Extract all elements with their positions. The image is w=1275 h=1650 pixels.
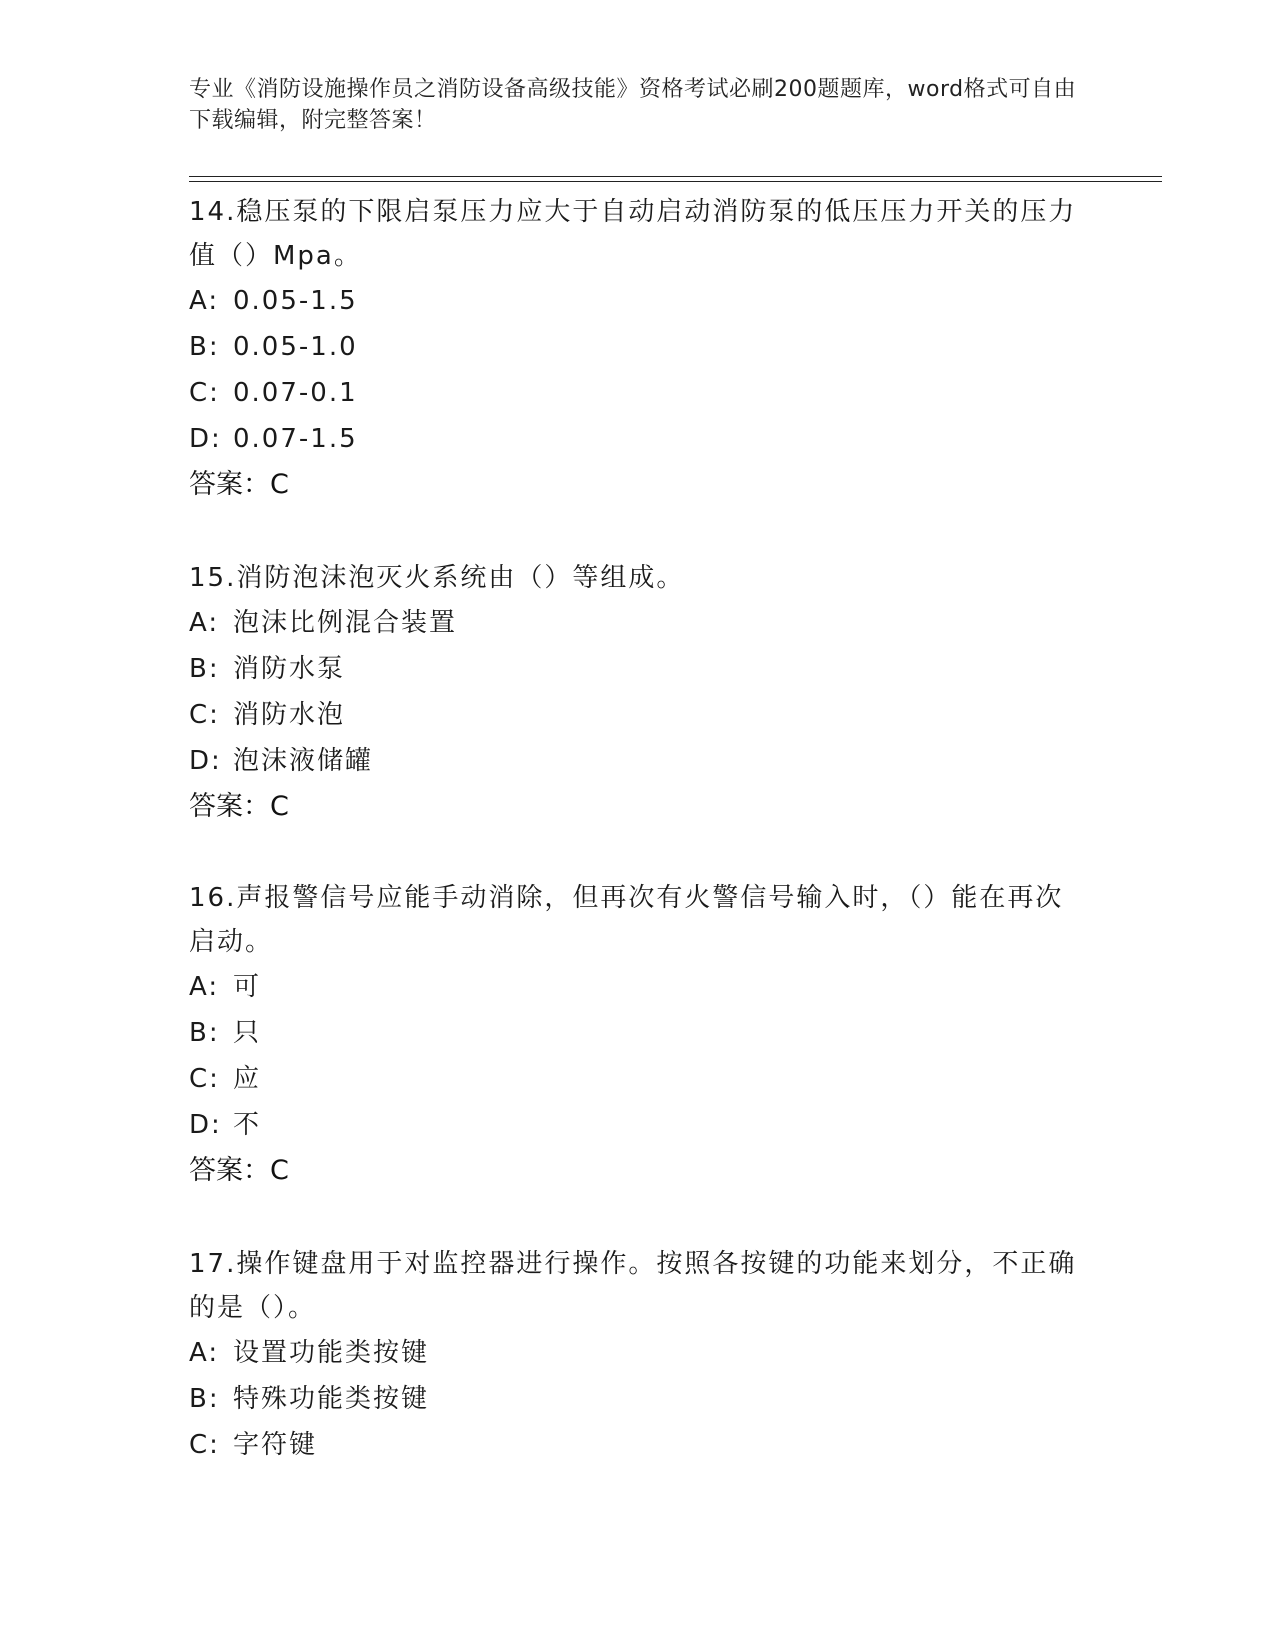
option-key: B: [189, 1018, 220, 1048]
option-key: A: [189, 608, 220, 638]
option-text: 应 [233, 1064, 262, 1094]
option-key: D: [189, 746, 222, 776]
option-a [189, 964, 1089, 1010]
option-key: D: [189, 424, 222, 454]
option-c [189, 370, 1089, 416]
option-key: A: [189, 286, 220, 316]
option-key: B: [189, 654, 220, 684]
document-header: 专业《消防设施操作员之消防设备高级技能》资格考试必刷200题题库，word格式可自由下载编辑，附完整答案！ [189, 77, 1077, 133]
option-key: A: [189, 972, 220, 1002]
header-divider-bottom [189, 181, 1162, 182]
option-text: 泡沫液储罐 [233, 746, 374, 776]
question-15 [189, 556, 1089, 830]
option-text: 不 [233, 1110, 262, 1140]
question-14 [189, 190, 1089, 508]
option-text: 可 [233, 972, 262, 1002]
option-key: A: [189, 1338, 220, 1368]
option-text: 特殊功能类按键 [233, 1384, 430, 1414]
answer-line: 答案：C [189, 791, 289, 822]
option-c [189, 692, 1089, 738]
option-key: B: [189, 332, 220, 362]
option-text: 设置功能类按键 [233, 1338, 430, 1368]
option-d [189, 416, 1089, 462]
option-key: D: [189, 1110, 222, 1140]
option-b [189, 1010, 1089, 1056]
option-text: 0.07-0.1 [233, 378, 358, 408]
option-a [189, 278, 1089, 324]
option-d [189, 1102, 1089, 1148]
option-key: C: [189, 1430, 220, 1460]
option-text: 字符键 [233, 1430, 318, 1460]
question-stem: 17.操作键盘用于对监控器进行操作。按照各按键的功能来划分，不正确的是（）。 [189, 1249, 1077, 1323]
option-b [189, 324, 1089, 370]
question-16 [189, 876, 1089, 1194]
option-text: 0.05-1.0 [233, 332, 358, 362]
option-key: C: [189, 1064, 220, 1094]
option-text: 消防水泵 [233, 654, 346, 684]
option-text: 0.05-1.5 [233, 286, 358, 316]
option-b [189, 1376, 1089, 1422]
question-stem: 16.声报警信号应能手动消除，但再次有火警信号输入时，（）能在再次启动。 [189, 883, 1064, 957]
question-17 [189, 1242, 1089, 1468]
answer-line: 答案：C [189, 1155, 289, 1186]
option-text: 只 [233, 1018, 262, 1048]
option-key: C: [189, 700, 220, 730]
option-a [189, 1330, 1089, 1376]
option-key: B: [189, 1384, 220, 1414]
option-text: 0.07-1.5 [233, 424, 358, 454]
option-a [189, 600, 1089, 646]
question-stem: 15.消防泡沫泡灭火系统由（）等组成。 [189, 563, 685, 593]
option-d [189, 738, 1089, 784]
answer-line: 答案：C [189, 469, 289, 500]
option-c [189, 1422, 1089, 1468]
option-key: C: [189, 378, 220, 408]
option-c [189, 1056, 1089, 1102]
question-stem: 14.稳压泵的下限启泵压力应大于自动启动消防泵的低压压力开关的压力值（）Mpa。 [189, 197, 1077, 271]
option-text: 泡沫比例混合装置 [233, 608, 458, 638]
header-divider-top [189, 176, 1162, 177]
option-text: 消防水泡 [233, 700, 346, 730]
option-b [189, 646, 1089, 692]
